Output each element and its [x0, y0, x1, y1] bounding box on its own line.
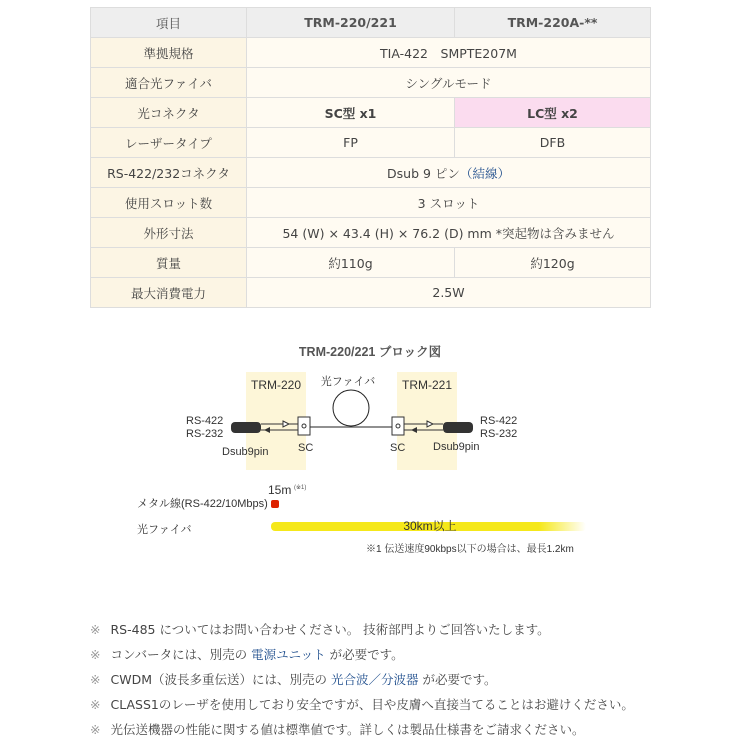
sc-connector-icon	[392, 417, 404, 435]
header-trm220: TRM-220/221	[247, 8, 455, 38]
table-row	[91, 278, 651, 308]
note-item: ※ 光伝送機器の性能に関する値は標準値です。詳しくは製品仕様書をご請求ください。	[90, 722, 585, 737]
header-trm220a: TRM-220A-**	[455, 8, 651, 38]
row-value: 54 (W) × 43.4 (H) × 76.2 (D) mm *突起物は含みません	[247, 218, 651, 248]
note-item: ※ RS-485 についてはお問い合わせください。 技術部門よりご回答いたします。	[90, 622, 550, 637]
metal-bar	[271, 500, 279, 508]
row-label: 適合光ファイバ	[91, 68, 247, 98]
note-item: ※ CWDM（波長多重伝送）には、別売の 光合波／分波器 が必要です。	[90, 672, 497, 687]
table-row	[91, 68, 651, 98]
row-value: DFB	[455, 128, 651, 158]
row-label: 外形寸法	[91, 218, 247, 248]
sc-label-right: SC	[390, 442, 406, 454]
table-row	[91, 248, 651, 278]
metal-label: メタル線(RS-422/10Mbps)	[137, 498, 268, 510]
table-header	[91, 8, 651, 38]
table-row	[91, 38, 651, 68]
spec-table	[90, 7, 651, 308]
metal-note-ref: (※1)	[294, 485, 307, 491]
row-label: 使用スロット数	[91, 188, 247, 218]
row-value: 3 スロット	[247, 188, 651, 218]
dsub-label-right: Dsub9pin	[433, 441, 480, 453]
row-value: SC型 x1	[247, 98, 455, 128]
row-value	[247, 158, 651, 188]
row-value: 約120g	[455, 248, 651, 278]
dsub-text: Dsub 9 ピン	[387, 165, 460, 181]
row-label: 最大消費電力	[91, 278, 247, 308]
unit-label-right: TRM-221	[401, 378, 453, 392]
sc-connector-icon	[298, 417, 310, 435]
fiber-label: 光ファイバ	[320, 376, 376, 388]
fiber-row-label: 光ファイバ	[137, 524, 192, 536]
row-label: RS-422/232コネクタ	[91, 158, 247, 188]
mux-demux-link[interactable]: 光合波／分波器	[330, 672, 419, 687]
table-row	[91, 128, 651, 158]
row-value: 2.5W	[247, 278, 651, 308]
metal-distance: 15m	[268, 483, 292, 497]
wiring-link[interactable]: （結線）	[459, 165, 510, 181]
sc-label-left: SC	[298, 442, 314, 454]
row-value: 約110g	[247, 248, 455, 278]
rs232-left: RS-232	[186, 428, 224, 440]
row-label: 質量	[91, 248, 247, 278]
note-item: ※ コンバータには、別売の 電源ユニット が必要です。	[90, 647, 404, 662]
footnote: ※1 伝送速度90kbps以下の場合は、最長1.2km	[366, 544, 574, 555]
dsub-connector-icon	[231, 422, 261, 433]
row-value: FP	[247, 128, 455, 158]
header-item: 項目	[91, 8, 247, 38]
fiber-distance: 30km以上	[403, 519, 457, 533]
rs232-right: RS-232	[480, 428, 518, 440]
fiber-coil	[333, 390, 369, 426]
unit-label-left: TRM-220	[250, 378, 302, 392]
rs422-left: RS-422	[186, 415, 224, 427]
table-row	[91, 98, 651, 128]
note-item: ※ CLASS1のレーザを使用しており安全ですが、目や皮膚へ直接当てることはお避けください。	[90, 697, 634, 712]
row-label: レーザータイプ	[91, 128, 247, 158]
dsub-label-left: Dsub9pin	[222, 446, 269, 458]
notes-list	[90, 620, 634, 745]
rs422-right: RS-422	[480, 415, 518, 427]
table-row	[91, 218, 651, 248]
table-row	[91, 188, 651, 218]
row-value: TIA-422 SMPTE207M	[247, 38, 651, 68]
dsub-connector-icon	[443, 422, 473, 433]
table-row	[91, 158, 651, 188]
block-diagram	[0, 330, 744, 570]
power-unit-link[interactable]: 電源ユニット	[251, 647, 326, 662]
row-value: シングルモード	[247, 68, 651, 98]
row-label: 光コネクタ	[91, 98, 247, 128]
row-value-highlight: LC型 x2	[455, 98, 651, 128]
row-label: 準拠規格	[91, 38, 247, 68]
diagram-title: TRM-220/221 ブロック図	[298, 345, 442, 359]
